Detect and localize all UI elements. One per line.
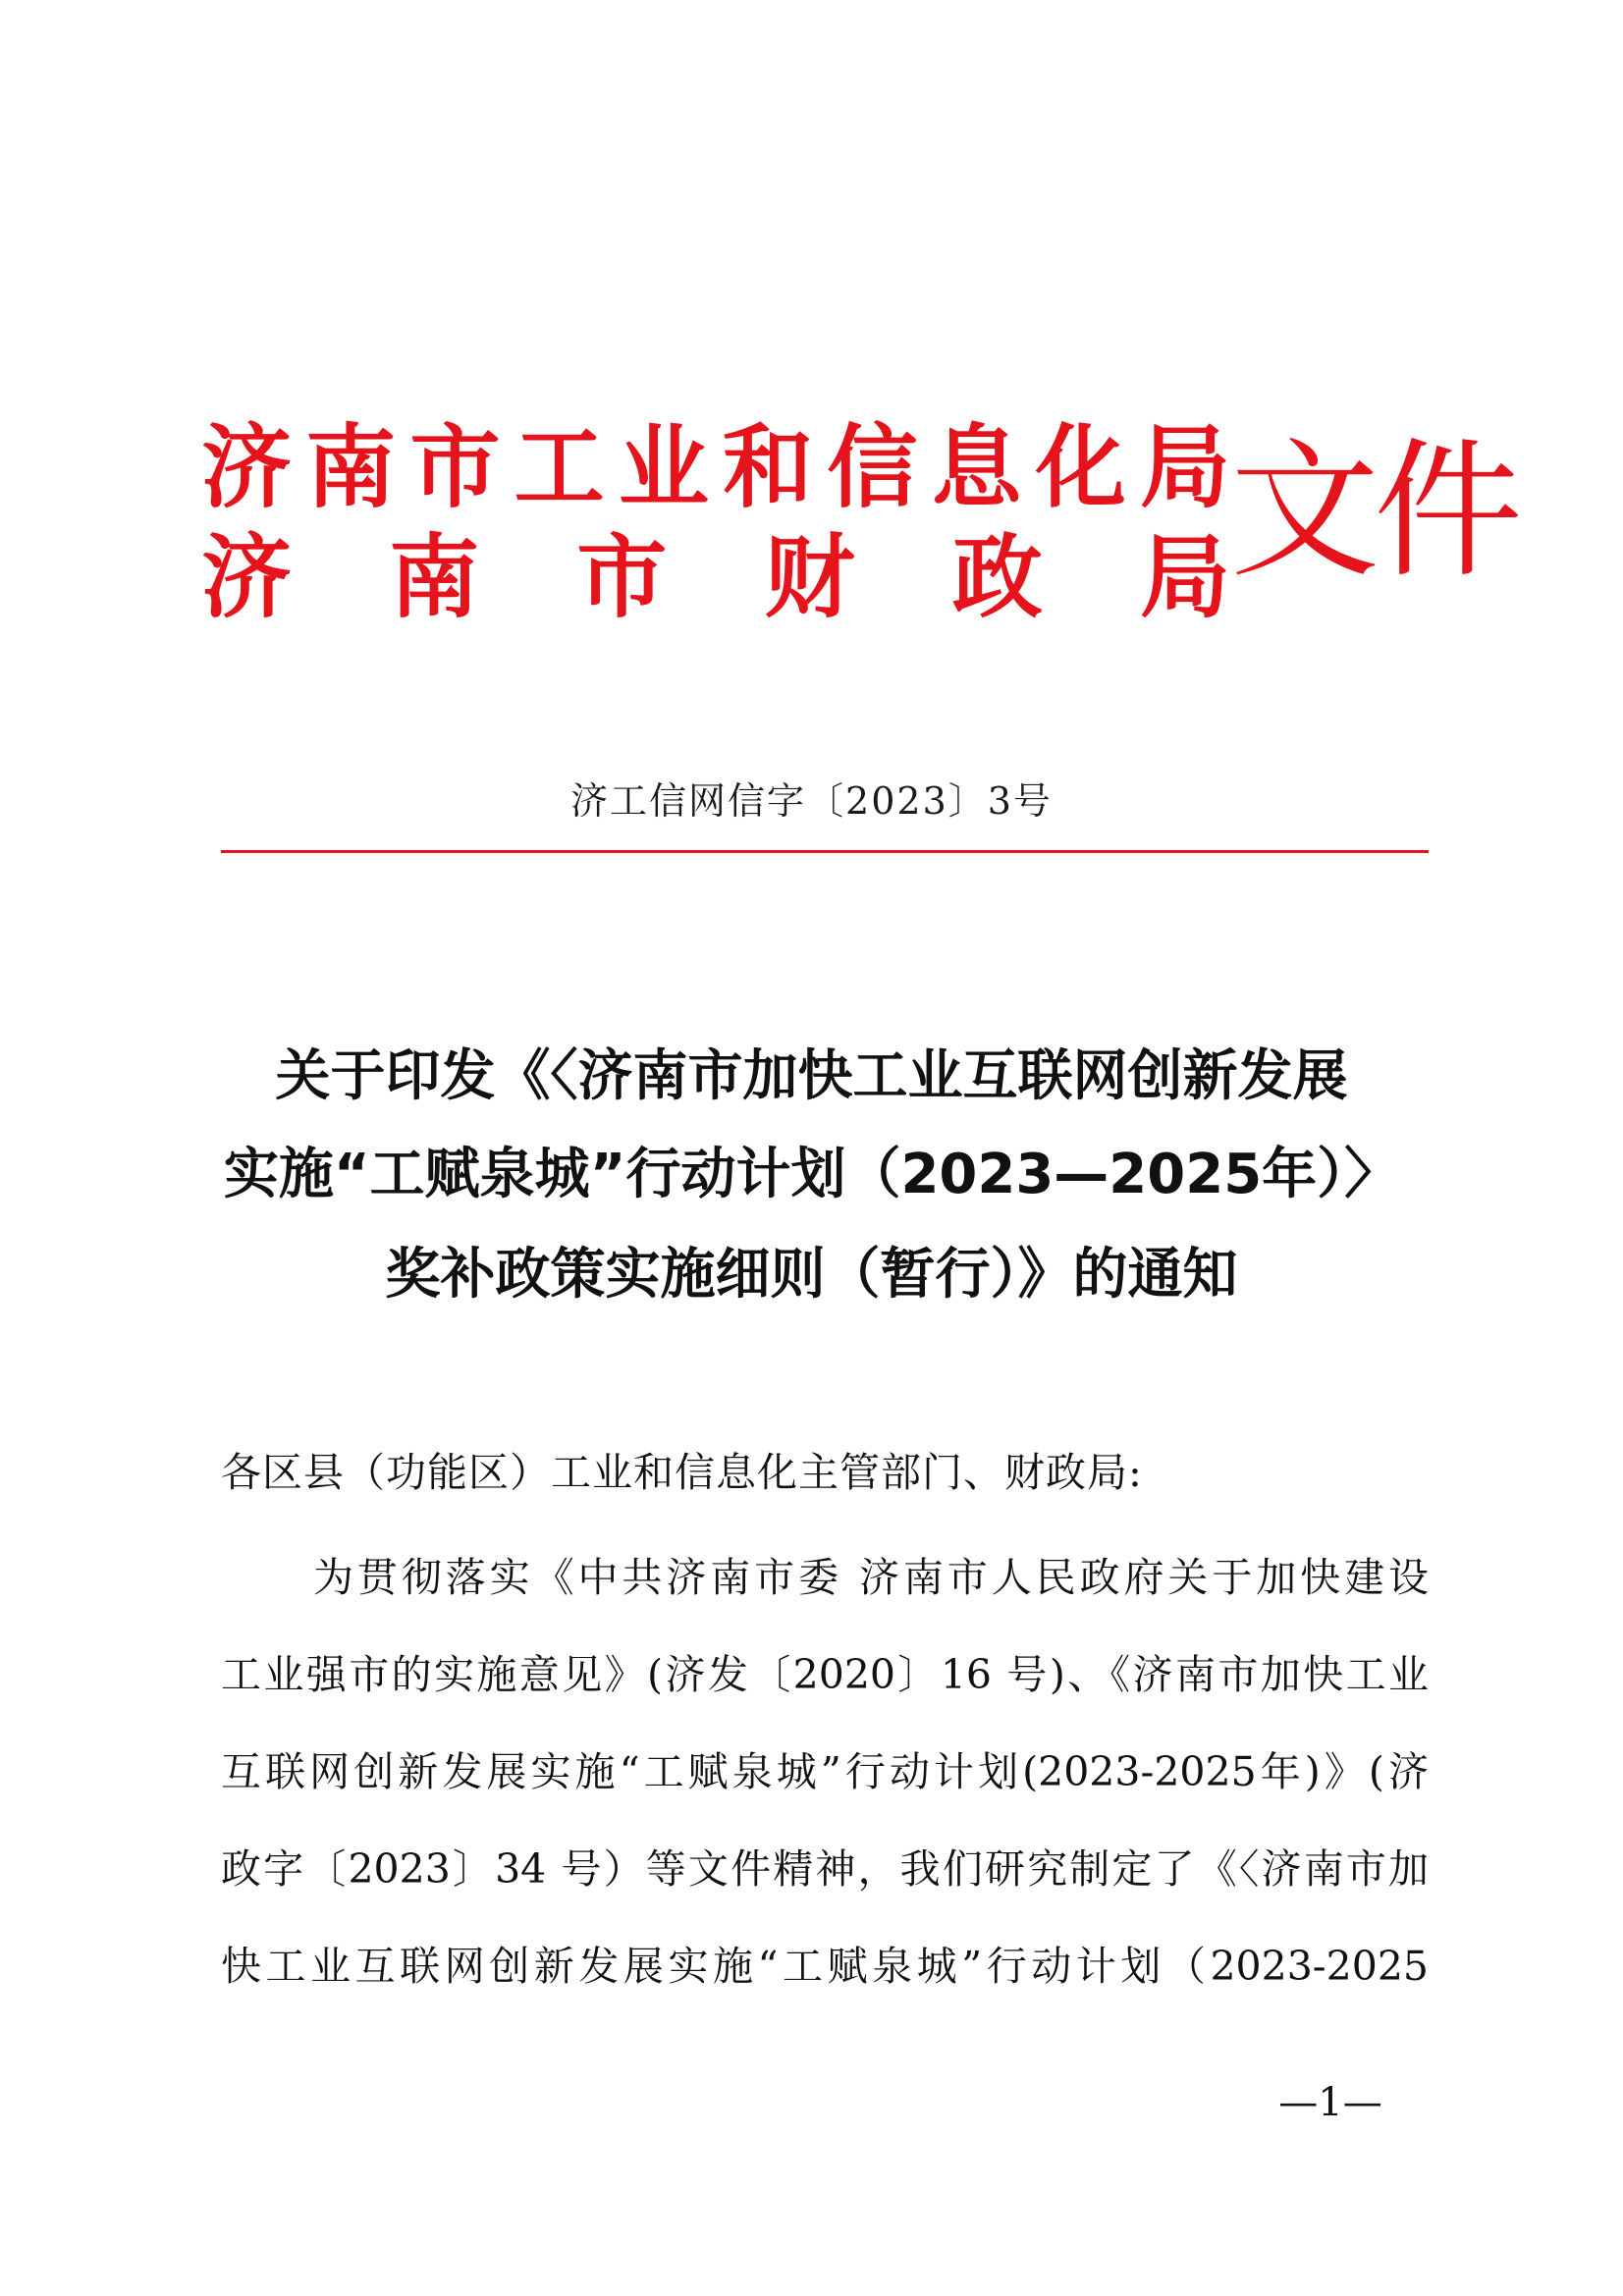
red-divider [221, 850, 1429, 853]
issuer-char: 息 [931, 415, 1022, 520]
issuer-char: 信 [827, 415, 918, 520]
body-line: 互联网创新发展实施“工赋泉城”行动计划(2023-2025年)》(济 [221, 1748, 1429, 1795]
title-line-3: 奖补政策实施细则（暂行）》的通知 [385, 1243, 1238, 1307]
salutation: 各区县（功能区）工业和信息化主管部门、财政局: [221, 1449, 1143, 1496]
issuer-char: 南 [305, 415, 397, 520]
issuer-char: 化 [1035, 415, 1126, 520]
issuer-line-1 [201, 410, 1230, 526]
issuer-char: 南 [389, 525, 480, 630]
issuer-char: 局 [1139, 415, 1230, 520]
body-line: 政字〔2023〕34 号）等文件精神，我们研究制定了《〈济南市加 [221, 1845, 1429, 1893]
issuer-char: 市 [409, 415, 501, 520]
title-line-2: 实施“工赋泉城”行动计划（2023—2025年）〉 [223, 1143, 1400, 1206]
issuer-char: 局 [1139, 525, 1230, 630]
body-line: 为贯彻落实《中共济南市委 济南市人民政府关于加快建设 [313, 1554, 1429, 1601]
issuer-char: 工 [514, 415, 605, 520]
issuer-char: 市 [576, 525, 668, 630]
issuer-line-2 [201, 520, 1230, 636]
issuer-char: 和 [723, 415, 814, 520]
body-line: 工业强市的实施意见》(济发〔2020〕16 号)、《济南市加快工业 [221, 1651, 1429, 1698]
issuer-char: 济 [201, 415, 293, 520]
issuer-char: 济 [201, 525, 293, 630]
document-number: 济工信网信字〔2023〕3号 [570, 779, 1053, 823]
issuer-char: 财 [764, 525, 855, 630]
title-line-1: 关于印发《〈济南市加快工业互联网创新发展 [275, 1044, 1348, 1108]
body-line: 快工业互联网创新发展实施“工赋泉城”行动计划（2023-2025 [221, 1943, 1429, 1990]
issuer-char: 政 [951, 525, 1043, 630]
page-number: —1— [1278, 2080, 1382, 2125]
document-type-label: 文件 [1230, 424, 1517, 598]
issuer-char: 业 [618, 415, 709, 520]
